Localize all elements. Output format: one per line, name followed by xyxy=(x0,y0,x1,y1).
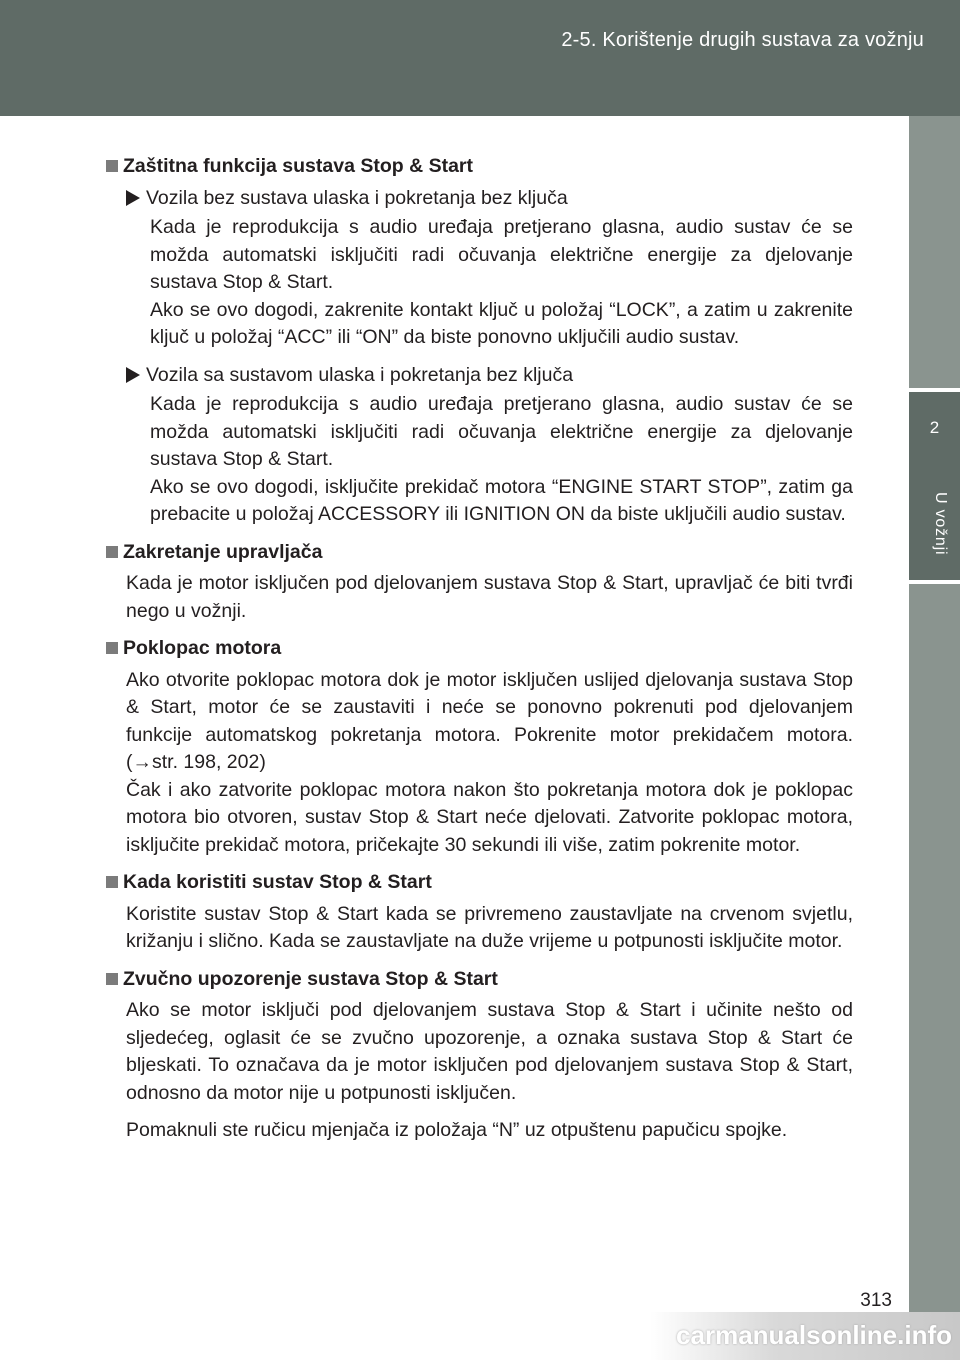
subsection-without-keyless xyxy=(126,185,853,352)
section-heading: Zakretanje upravljača xyxy=(106,539,853,567)
side-tab-number: 2 xyxy=(929,418,940,437)
subsection-heading: Vozila sa sustavom ulaska i pokretanja bez ključa xyxy=(126,362,853,390)
page-content xyxy=(106,153,853,1155)
square-bullet-icon xyxy=(106,973,118,985)
section-steering xyxy=(106,539,853,626)
square-bullet-icon xyxy=(106,546,118,558)
subsection-with-keyless xyxy=(126,362,853,529)
paragraph: Koristite sustav Stop & Start kada se privremeno zaustavljate na crvenom svjetlu, križanju i slično. Kada se zaustavljate na duže vrijeme u potpunosti isključite motor. xyxy=(126,902,853,952)
watermark xyxy=(650,1312,960,1360)
paragraph: Ako se ovo dogodi, isključite prekidač motora “ENGINE START STOP”, zatim ga prebacite u položaj ACCESSORY ili IGNITION ON da biste uključili audio sustav. xyxy=(150,475,853,525)
watermark-text: carmanualsonline.info xyxy=(676,1320,952,1350)
section-heading: Kada koristiti sustav Stop & Start xyxy=(106,869,853,897)
section-protection-function xyxy=(106,153,853,529)
section-when-to-use xyxy=(106,869,853,956)
page-number: 313 xyxy=(860,1290,892,1311)
section-heading: Poklopac motora xyxy=(106,635,853,663)
section-heading: Zaštitna funkcija sustava Stop & Start xyxy=(106,153,853,181)
square-bullet-icon xyxy=(106,876,118,888)
paragraph: Ako otvorite poklopac motora dok je motor isključen uslijed djelovanja sustava Stop & Start, motor će se zaustaviti i neće se ponovno pokrenuti pod djelovanjem funkcije automatskog pokretanja motora. Pokrenite motor prekidačem motora. (→str. 198, 202) xyxy=(126,668,853,773)
paragraph: Čak i ako zatvorite poklopac motora nakon što pokretanja motora dok je poklopac motora bio otvoren, sustav Stop & Start neće djelovati. Zatvorite poklopac motora, isključite prekidač motora, pričekajte 30 sekundi ili više, zatim pokrenite motor. xyxy=(126,778,853,856)
paragraph: Kada je reprodukcija s audio uređaja pretjerano glasna, audio sustav će se možda automatski isključiti radi očuvanja električne energije za djelovanje sustava Stop & Start. xyxy=(150,393,853,470)
paragraph: Kada je reprodukcija s audio uređaja pretjerano glasna, audio sustav će se možda automatski isključiti radi očuvanja električne energije za djelovanje sustava Stop & Start. xyxy=(150,216,853,293)
paragraph: Ako se motor isključi pod djelovanjem sustava Stop & Start i učinite nešto od sljedećeg, oglasit će se zvučno upozorenje, a oznaka sustava Stop & Start će bljeskati. To označava da je motor isključen pod djelovanjem sustava Stop & Start, odnosno da motor nije u potpunosti isključen. xyxy=(126,999,853,1104)
section-audible-warning xyxy=(106,966,853,1145)
chapter-title: 2-5. Korištenje drugih sustava za vožnju xyxy=(561,29,924,51)
header-bar xyxy=(0,0,960,116)
side-tab-top xyxy=(909,116,960,388)
side-tab-label: U vožnji xyxy=(932,492,949,556)
section-heading: Zvučno upozorenje sustava Stop & Start xyxy=(106,966,853,994)
paragraph: Ako se ovo dogodi, zakrenite kontakt ključ u položaj “LOCK”, a zatim u zakrenite ključ u položaj “ACC” ili “ON” da biste ponovno uključili audio sustav. xyxy=(150,298,853,348)
side-tab-bottom xyxy=(909,584,960,1360)
triangle-bullet-icon xyxy=(126,367,140,383)
paragraph: Kada je motor isključen pod djelovanjem sustava Stop & Start, upravljač će biti tvrđi nego u vožnji. xyxy=(126,572,853,622)
triangle-bullet-icon xyxy=(126,190,140,206)
square-bullet-icon xyxy=(106,642,118,654)
section-hood xyxy=(106,635,853,859)
paragraph: Pomaknuli ste ručicu mjenjača iz položaja “N” uz otpuštenu papučicu spojke. xyxy=(126,1119,788,1141)
subsection-heading: Vozila bez sustava ulaska i pokretanja bez ključa xyxy=(126,185,853,213)
square-bullet-icon xyxy=(106,160,118,172)
